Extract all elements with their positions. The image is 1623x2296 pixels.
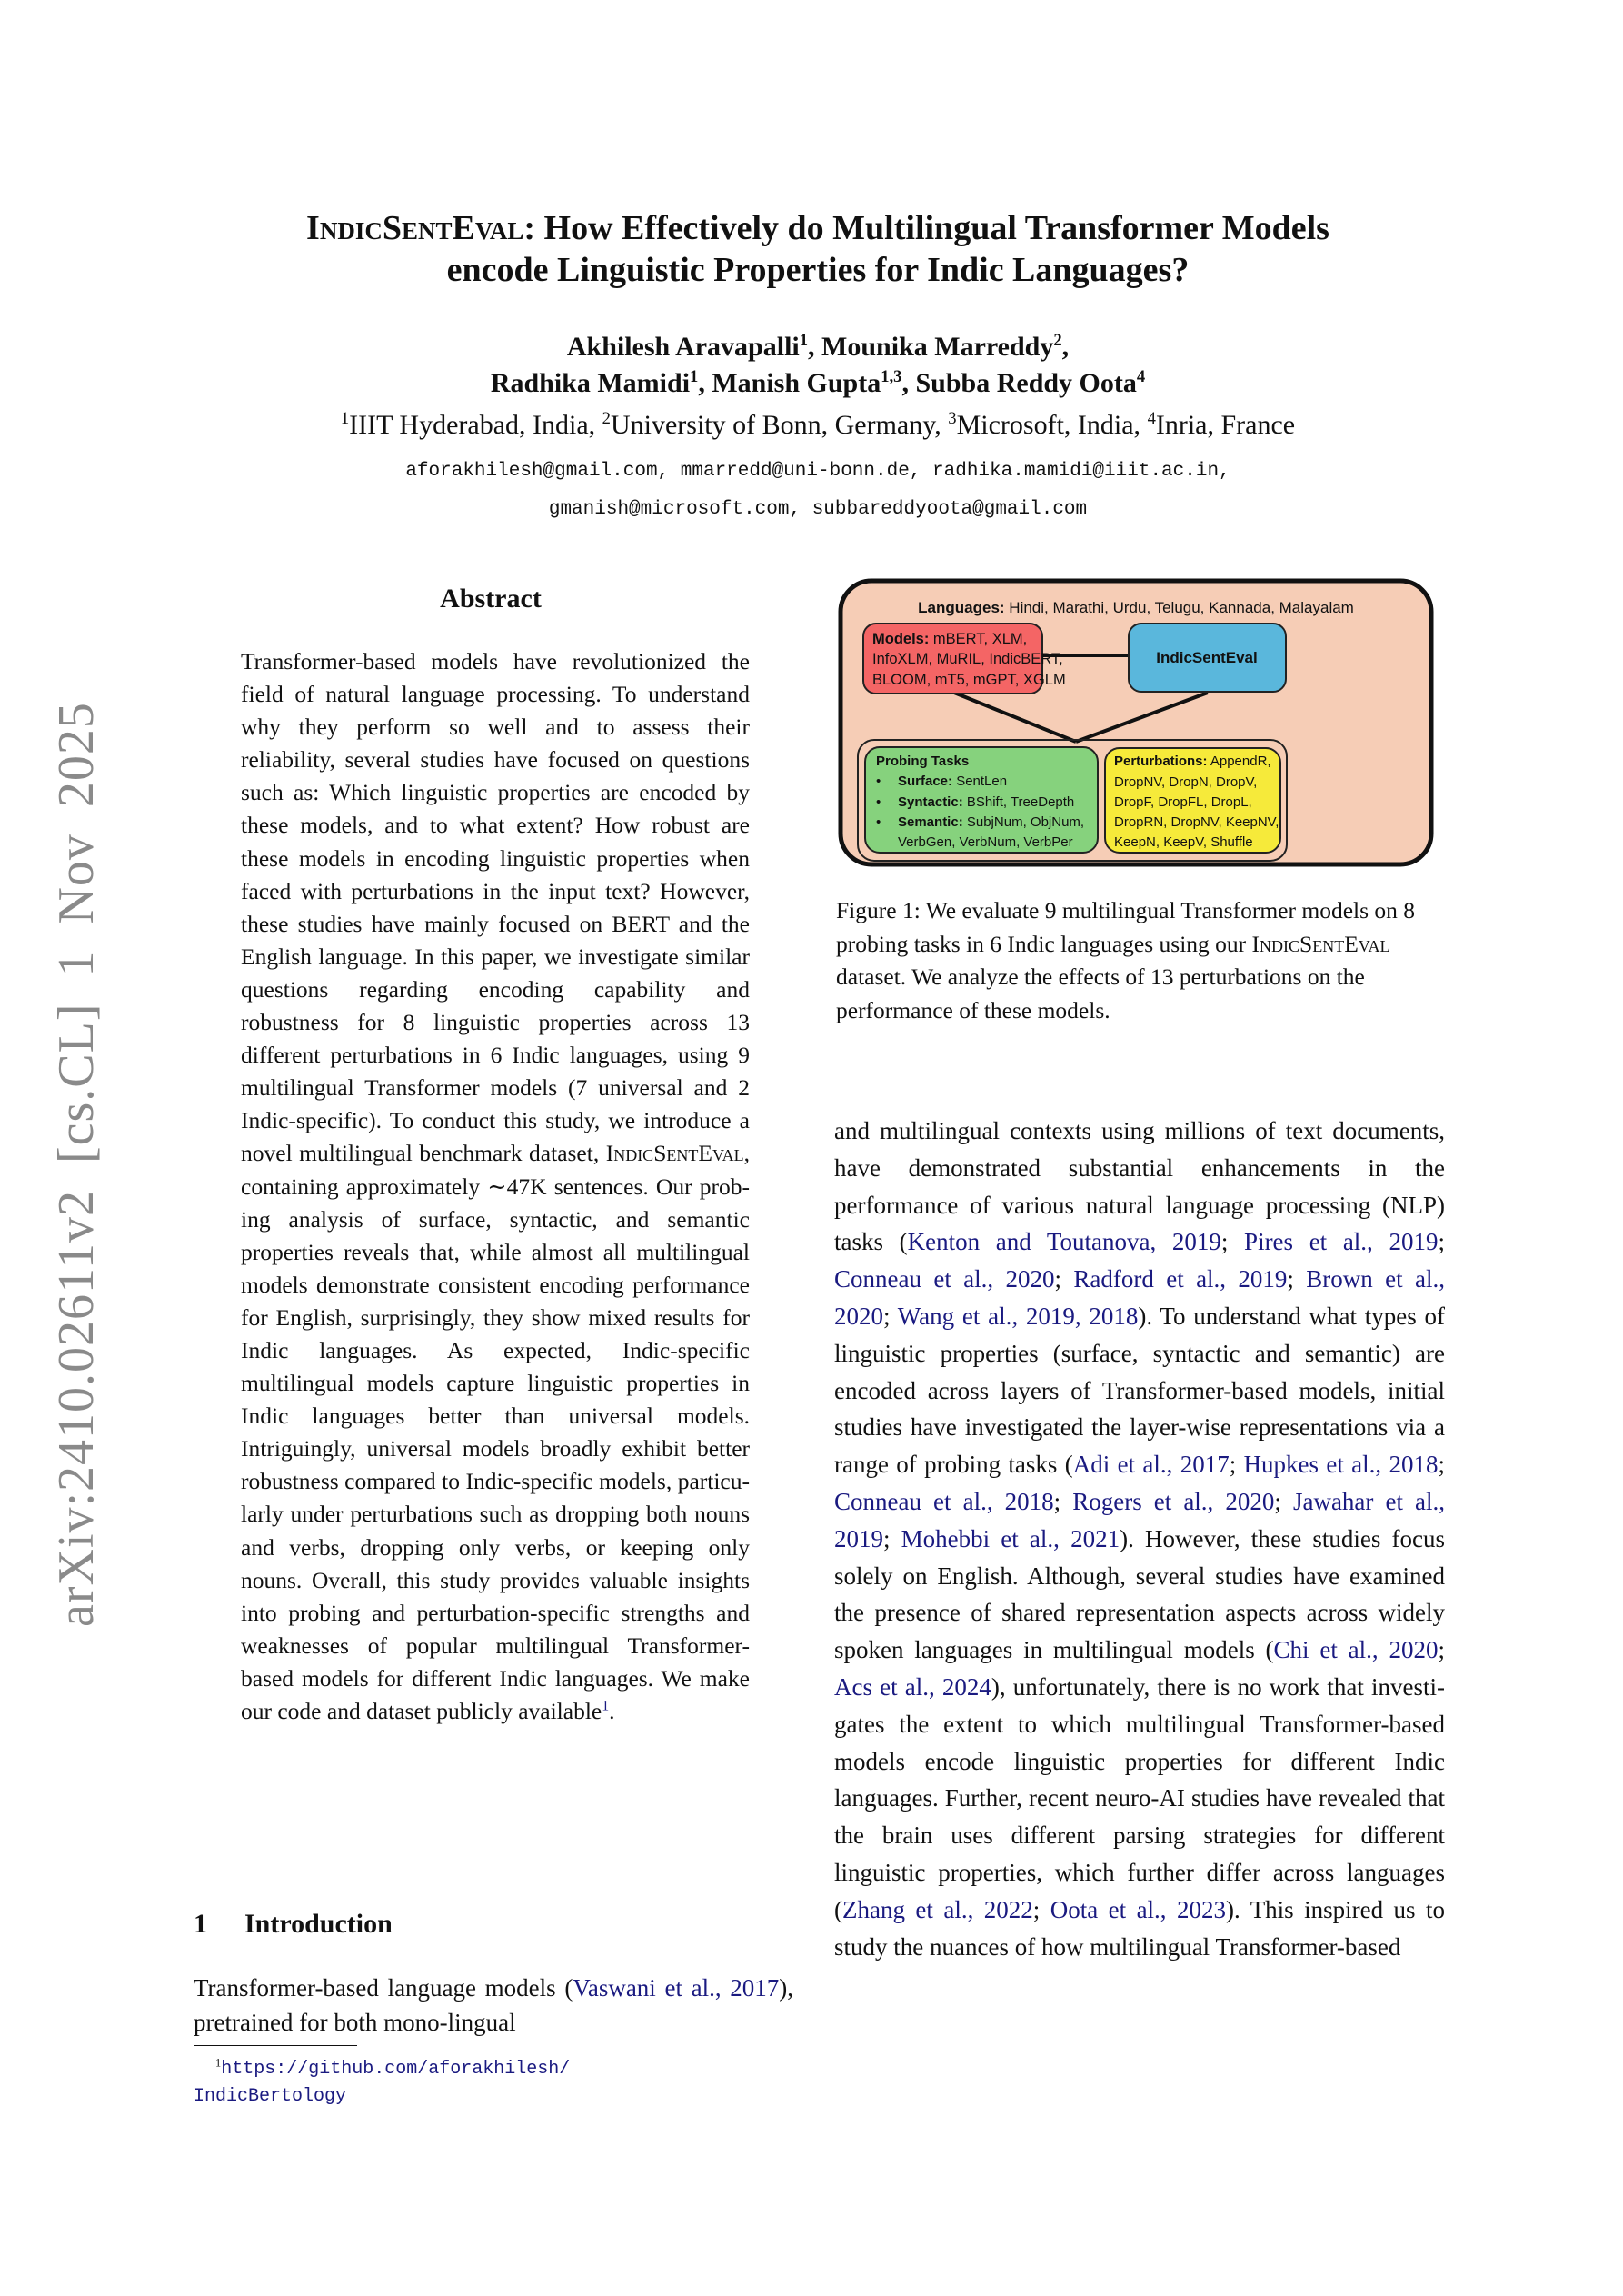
perturbations-text: DropF, DropFL, DropL, [1114, 794, 1252, 810]
body-text: ; [1229, 1451, 1244, 1479]
author-emails [182, 453, 1454, 529]
figure-caption: Figure 1: We evaluate 9 multilingual Transformer models on 8 probing tasks in 6 Indic languages using our IndicSentEval dataset. We analyze the effects of 13 perturbations on the performance of these models. [836, 897, 1416, 1023]
introduction-text-right [834, 1113, 1445, 1965]
body-text: ; [1438, 1636, 1446, 1664]
body-text: ). However, these studies focus solely on English. Although, several studies have examined the presence of shared representation aspects across widely spoken languages in multilingual models ( [834, 1524, 1445, 1664]
body-text: ; [1053, 1487, 1073, 1515]
author-name: Subba Reddy Oota [915, 368, 1137, 398]
probing-tasks-title: Probing Tasks [876, 754, 970, 769]
probing-task-item: Syntactic: BShift, TreeDepth [898, 794, 1075, 810]
body-text: ; [883, 1302, 898, 1330]
body-text: ; [1438, 1451, 1445, 1479]
citation-link[interactable]: Conneau et al., 2018 [834, 1487, 1054, 1515]
citation-link[interactable]: Brown et al., 2020 [834, 1265, 1445, 1330]
probing-task-item: Surface: SentLen [898, 774, 1008, 789]
footnote-ref-link[interactable]: 1 [602, 1698, 610, 1714]
email-line[interactable]: aforakhilesh@gmail.com, mmarredd@uni-bonn.de, radhika.mamidi@iiit.ac.in, [405, 461, 1230, 482]
citation-link[interactable]: Mohebbi et al., 2021 [901, 1524, 1120, 1552]
bullet-icon: • [876, 774, 881, 789]
author-name: Mounika Marreddy [821, 332, 1054, 362]
arxiv-identifier-stamp: arXiv:2410.02611v2 [cs.CL] 1 Nov 2025 [48, 702, 105, 1627]
paper-title [182, 207, 1454, 291]
citation-link[interactable]: Vaswani et al., 2017 [573, 1974, 780, 2002]
abstract-body: Transformer-based models have revolutionized the field of natural language processing. To understand why they perform so well and to assess their reliability, several studies have focused on questions such as: Which linguistic properties are encoded by these models, and to what extent? How robust are these models in encoding linguistic properties when faced with perturbations in the input text? However, these studies have mainly focused on BERT and the English language. In this paper, we investigate similar questions regarding encoding capability and robustness for 8 linguistic properties across 13 different perturbations in 6 Indic languages, using 9 multilingual Transformer models (7 universal and 2 Indic-specific). To conduct this study, we introduce a novel multilingual benchmark dataset, IndicSentEval, containing approximately ∼47K sentences. Our probing analysis of surface, syntactic, and semantic properties reveals that, while almost all multilingual models demonstrate consistent encoding performance for English, surprisingly, they show mixed results for Indic languages. As expected, Indic-specific multilingual models capture linguistic properties in Indic languages better than universal models. Intriguingly, universal models broadly exhibit better robustness compared to Indic-specific models, particularly under perturbations such as dropping both nouns and verbs, dropping only verbs, or keeping only nouns. Overall, this study provides valuable insights into probing and perturbation-specific strengths and weaknesses of popular multilingual Transformer-based models for different Indic languages. We make our code and dataset publicly available$^1$. [241, 648, 750, 1724]
body-text: ; [1220, 1228, 1245, 1256]
body-text: ; [1287, 1265, 1307, 1293]
models-text: BLOOM, mT5, mGPT, XGLM [872, 672, 1066, 688]
footnote-divider [194, 2045, 357, 2046]
citation-link[interactable]: Oota et al., 2023 [1050, 1895, 1226, 1923]
citation-link[interactable]: Rogers et al., 2020 [1072, 1487, 1275, 1515]
body-text: ; [883, 1524, 901, 1552]
body-text: ; [1274, 1487, 1293, 1515]
dataset-box-label: IndicSentEval [1156, 649, 1258, 666]
title-line1: : How Effectively do Multilingual Transformer Models [523, 209, 1329, 247]
languages-line: Languages: Hindi, Marathi, Urdu, Telugu, Kannada, Malayalam [918, 599, 1354, 616]
citation-link[interactable]: Jawahar et al., 2019 [834, 1487, 1445, 1552]
body-text: ). To understand what types of linguistic properties (surface, syntactic and semantic) are encoded across layers of Transformer-based models, initial studies have investigated the layer-wise representations via a range of probing tasks ( [834, 1302, 1445, 1479]
dataset-name: IndicSentEval [1251, 930, 1390, 957]
affiliations: $^1$IIIT Hyderabad, India, $^2$University of Bonn, Germany, $^3$Microsoft, India, $^4$Inria, France [340, 409, 1296, 440]
title-line2: encode Linguistic Properties for Indic Languages? [446, 251, 1190, 289]
section-heading-introduction: 1 Introduction [194, 1909, 393, 1939]
perturbations-text: DropRN, DropNV, KeepNV, [1114, 814, 1279, 830]
author-name: Manish Gupta [712, 368, 881, 398]
footnote: $^1$https://github.com/aforakhilesh/ IndicBertology [194, 2056, 571, 2107]
perturbations-text: DropNV, DropN, DropV, [1114, 774, 1258, 790]
introduction-text-left: Transformer-based language models (Vaswani et al., 2017), pretrained for both mono-lingual [194, 1974, 793, 2036]
body-text: ; [1032, 1895, 1050, 1923]
perturbations-text: KeepN, KeepV, Shuffle [1114, 834, 1253, 850]
title-dataset-name: IndicSentEval [306, 209, 524, 247]
models-text: InfoXLM, MuRIL, IndicBERT, [872, 651, 1063, 667]
author-name: Radhika Mamidi [490, 368, 691, 398]
citation-link[interactable]: Zhang et al., 2022 [842, 1895, 1033, 1923]
citation-link[interactable]: Hupkes et al., 2018 [1243, 1451, 1439, 1479]
author-list: Akhilesh Aravapalli$^1$, Mounika Marreddy$^2$, Radhika Mamidi$^1$, Manish Gupta$^{1,3}$, Subba Reddy Oota$^4$ [490, 331, 1146, 398]
body-text: ). This inspired us to study the nuances of how multilingual Transformer-based [834, 1895, 1445, 1961]
probing-task-item: Semantic: SubjNum, ObjNum, [898, 814, 1085, 830]
body-text: ), unfortunately, there is no work that investigates the extent to which multilingual Transformer-based models encode linguistic properties for different Indic languages. Further, recent neuro-AI studies have revealed that the brain uses different parsing strategies for different linguistic properties, which further differ across languages ( [834, 1672, 1445, 1923]
citation-link[interactable]: Wang et al., 2019, 2018 [897, 1302, 1139, 1330]
citation-link[interactable]: Adi et al., 2017 [1072, 1451, 1230, 1479]
citation-link[interactable]: Acs et al., 2024 [834, 1672, 991, 1701]
perturbations-text: Perturbations: AppendR, [1114, 754, 1271, 769]
probing-task-item: VerbGen, VerbNum, VerbPer [898, 834, 1073, 850]
citation-link[interactable]: Kenton and Toutanova, 2019 [907, 1228, 1221, 1256]
footnote-url[interactable]: https://github.com/aforakhilesh/ [221, 2059, 571, 2080]
body-text: ; [1438, 1228, 1445, 1256]
author-name: Akhilesh Aravapalli [566, 332, 800, 362]
bullet-icon: • [876, 794, 881, 810]
body-text: and multilingual contexts using millions of text documents, have demonstrated substantial enhancements in the performance of various natural language processing (NLP) tasks ( [834, 1117, 1445, 1256]
citation-link[interactable]: Chi et al., 2020 [1273, 1636, 1439, 1664]
citation-link[interactable]: Pires et al., 2019 [1244, 1228, 1439, 1256]
models-text: Models: mBERT, XLM, [872, 631, 1028, 647]
figure-1-diagram [838, 578, 1434, 869]
abstract-heading: Abstract [440, 584, 542, 614]
citation-link[interactable]: Radford et al., 2019 [1073, 1265, 1288, 1293]
footnote-url-cont[interactable]: IndicBertology [194, 2086, 347, 2107]
email-line[interactable]: gmanish@microsoft.com, subbareddyoota@gmail.com [548, 499, 1088, 520]
bullet-icon: • [876, 814, 881, 830]
body-text: ; [1054, 1265, 1074, 1293]
citation-link[interactable]: Conneau et al., 2020 [834, 1265, 1055, 1293]
dataset-name: IndicSentEval [605, 1140, 744, 1167]
